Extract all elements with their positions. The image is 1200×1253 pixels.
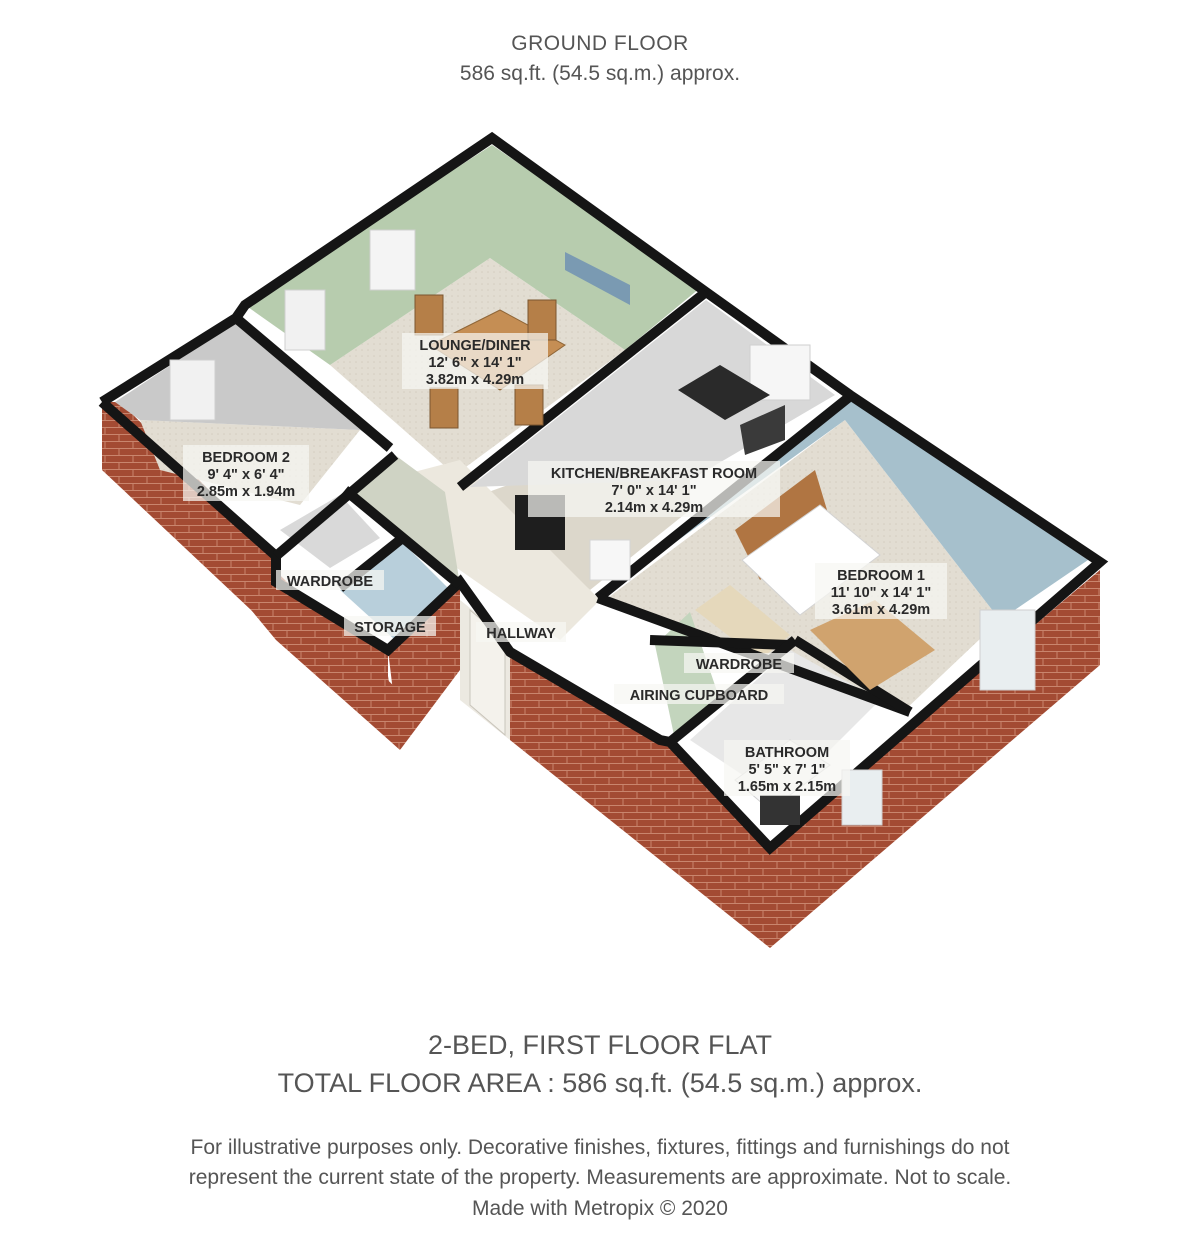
room-name: WARDROBE [286,574,374,590]
room-name: HALLWAY [486,626,556,642]
room-name: BATHROOM [744,745,830,761]
room-size-imperial: 5' 5" x 7' 1" [748,762,826,778]
room-size-imperial: 7' 0" x 14' 1" [611,483,697,499]
property-summary: 2-BED, FIRST FLOOR FLAT [427,1030,773,1060]
room-name: KITCHEN/BREAKFAST ROOM [550,466,758,482]
room-size-metric: 2.85m x 1.94m [196,484,296,500]
room-name: LOUNGE/DINER [419,338,531,354]
room-size-metric: 2.14m x 4.29m [604,500,704,516]
room-name: AIRING CUPBOARD [629,688,769,704]
room-label-wardrobe-right [684,653,794,673]
disclaimer-line-2: represent the current state of the property. Measurements are approximate. Not to scale. [188,1166,1012,1189]
room-size-imperial: 12' 6" x 14' 1" [428,355,522,371]
room-label-bedroom-2 [183,445,309,501]
disclaimer-line-1: For illustrative purposes only. Decorative finishes, fixtures, fittings and furnishings do not [190,1136,1010,1159]
room-label-airing-cupboard [614,684,784,704]
room-label-lounge [402,333,548,389]
room-name: BEDROOM 2 [202,450,290,466]
room-size-imperial: 11' 10" x 14' 1" [830,585,932,601]
room-name: BEDROOM 1 [837,568,925,584]
bath-mat [760,795,800,825]
copyright-line: Made with Metropix © 2020 [472,1197,728,1220]
floor-area-text: 586 sq.ft. (54.5 sq.m.) approx. [459,62,741,85]
room-label-storage [344,616,436,636]
total-floor-area: TOTAL FLOOR AREA : 586 sq.ft. (54.5 sq.m.) approx. [277,1068,923,1098]
room-label-kitchen [528,461,780,517]
floor-plan-3d [0,110,1200,1010]
floor-title: GROUND FLOOR [511,32,689,55]
room-size-metric: 3.61m x 4.29m [831,602,931,618]
room-label-bedroom-1 [815,563,947,619]
room-size-metric: 1.65m x 2.15m [737,779,837,795]
room-label-bathroom [724,740,850,796]
fridge [590,540,630,580]
room-size-metric: 3.82m x 4.29m [425,372,525,388]
room-label-wardrobe-left [276,570,384,590]
room-label-hallway [476,622,566,642]
room-name: STORAGE [354,620,426,636]
room-name: WARDROBE [695,657,783,673]
room-size-imperial: 9' 4" x 6' 4" [207,467,285,483]
